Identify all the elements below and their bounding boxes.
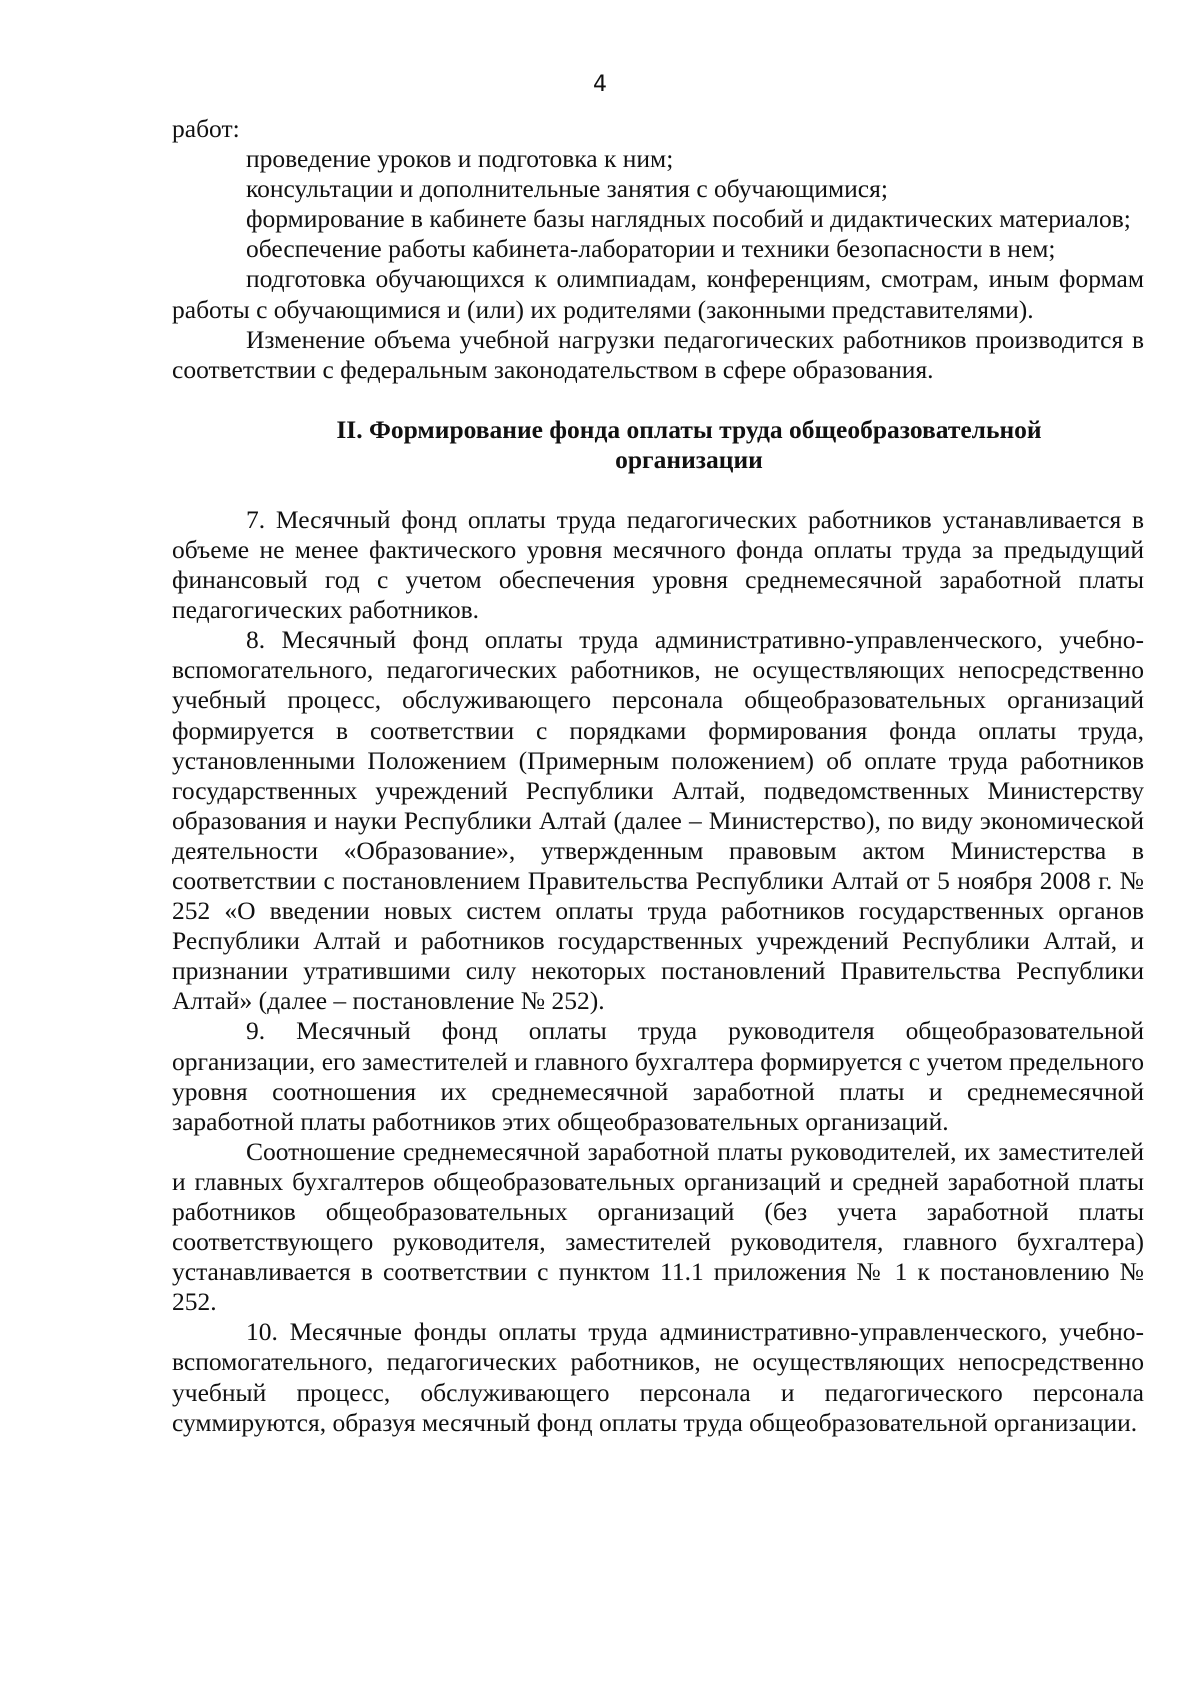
paragraph-clause-9: 9. Месячный фонд оплаты труда руководителя общеобразовательной организации, его заместителей и главного бухгалтера формируется с учетом предельного уровня соотношения их среднемесячной заработной платы и среднемесячной заработной платы работников этих общеобразовательных организаций.	[172, 1016, 1144, 1136]
document-body	[172, 114, 1144, 1438]
list-item-teaching-materials: формирование в кабинете базы наглядных пособий и дидактических материалов;	[246, 204, 1131, 234]
paragraph-clause-10: 10. Месячные фонды оплаты труда административно-управленческого, учебно-вспомогательного, педагогических работников, не осуществляющих непосредственно учебный процесс, обслуживающего персонала и педагогического персонала суммируются, образуя месячный фонд оплаты труда общеобразовательной организации.	[172, 1317, 1144, 1437]
section-heading	[172, 415, 1144, 475]
list-item-olympiad-preparation: подготовка обучающихся к олимпиадам, конференциям, смотрам, иным формам работы с обучающимися и (или) их родителями (законными представителями).	[172, 264, 1144, 324]
list-item-laboratory-safety: обеспечение работы кабинета-лаборатории и техники безопасности в нем;	[246, 234, 1056, 264]
paragraph-clause-7: 7. Месячный фонд оплаты труда педагогических работников устанавливается в объеме не менее фактического уровня месячного фонда оплаты труда за предыдущий финансовый год с учетом обеспечения уровня среднемесячной заработной платы педагогических работников.	[172, 504, 1144, 625]
list-item-lessons: проведение уроков и подготовка к ним;	[246, 144, 674, 174]
list-item-consultations: консультации и дополнительные занятия с обучающимися;	[246, 174, 888, 204]
paragraph-clause-8: 8. Месячный фонд оплаты труда административно-управленческого, учебно-вспомогательного, педагогических работников, не осуществляющих непосредственно учебный процесс, обслуживающего персонала общеобразовательных организаций формируется в соответствии с порядками формирования фонда оплаты труда, установленными Положением (Примерным положением) об оплате труда работников государственных учреждений Республики Алтай, подведомственных Министерству образования и науки Республики Алтай (далее – Министерство), по виду экономической деятельности «Образование», утвержденным правовым актом Министерства в соответствии с постановлением Правительства Республики Алтай от 5 ноября 2008 г. № 252 «О введении новых систем оплаты труда работников государственных органов Республики Алтай и работников государственных учреждений Республики Алтай, и признании утратившими силу некоторых постановлений Правительства Республики Алтай» (далее – постановление № 252).	[172, 625, 1144, 1016]
paragraph-salary-ratio: Соотношение среднемесячной заработной платы руководителей, их заместителей и главных бухгалтеров общеобразовательных организаций и средней заработной платы работников общеобразовательных организаций (без учета заработной платы соответствующего руководителя, заместителей руководителя, главного бухгалтера) устанавливается в соответствии с пунктом 11.1 приложения № 1 к постановлению № 252.	[172, 1136, 1144, 1317]
section-heading-line-1: II. Формирование фонда оплаты труда общеобразовательной	[336, 414, 1042, 444]
paragraph-workload-change: Изменение объема учебной нагрузки педагогических работников производится в соответствии с федеральным законодательством в сфере образования.	[172, 324, 1144, 384]
section-heading-line-2: организации	[615, 444, 763, 474]
page-number: 4	[593, 72, 607, 97]
paragraph-intro-continuation: работ:	[172, 114, 240, 143]
